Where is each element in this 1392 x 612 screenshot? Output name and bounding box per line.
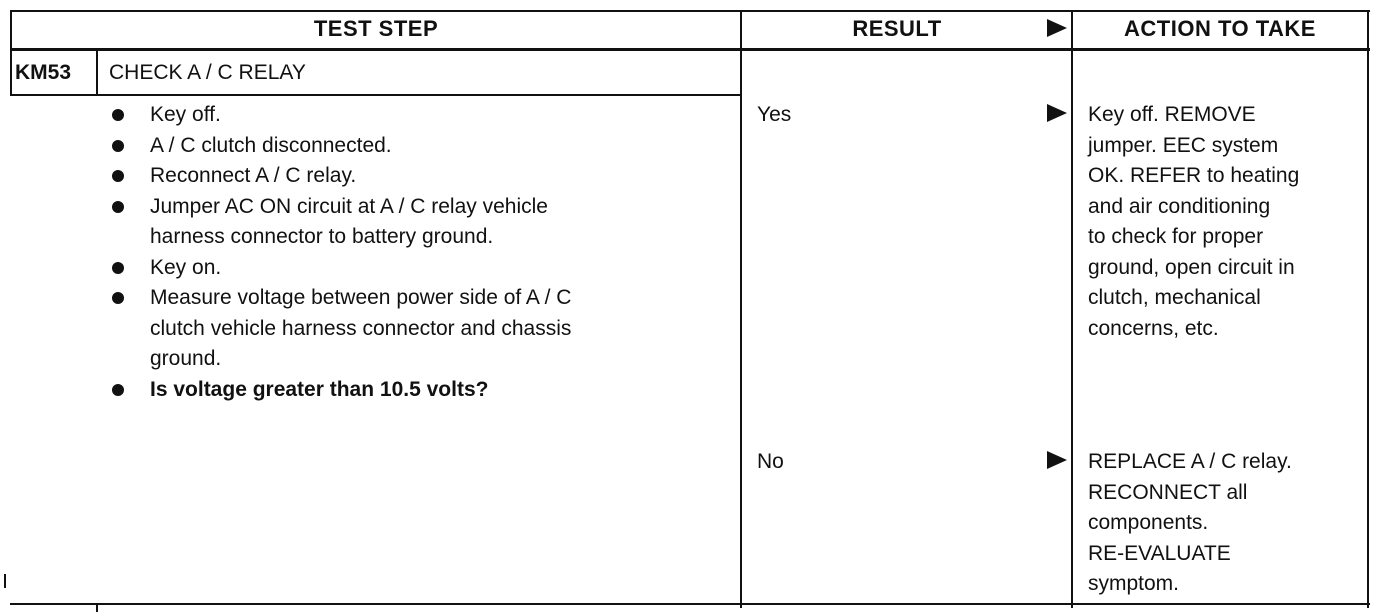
step-bullet-text: clutch vehicle harness connector and chassis (150, 316, 572, 340)
bottom-tick-left (96, 603, 98, 612)
action-text-line: components. (1088, 511, 1209, 534)
action-text-line: concerns, etc. (1088, 316, 1219, 340)
header-bottom-border (10, 48, 1370, 51)
action-text-line: clutch, mechanical (1088, 286, 1261, 309)
column-divider-result-action (1071, 10, 1073, 608)
action-text-line: symptom. (1088, 572, 1180, 595)
header-test-step: TEST STEP (313, 16, 439, 41)
step-bullet-text: Reconnect A / C relay. (150, 164, 357, 187)
bullet-dot-icon (112, 262, 124, 274)
step-title-underline (10, 94, 740, 96)
bullet-dot-icon (112, 109, 124, 121)
result-yes-arrow-icon (1047, 104, 1067, 122)
step-bullet-text: Key on. (150, 255, 222, 279)
bullet-dot-icon (112, 292, 124, 304)
bullet-dot-icon (112, 201, 124, 213)
action-text-line: ground, open circuit in (1088, 255, 1295, 279)
step-bullet-text: ground. (150, 347, 222, 370)
step-bullet-text: harness connector to battery ground. (150, 225, 494, 248)
step-code-divider (96, 48, 98, 95)
column-divider-step-result (740, 10, 742, 608)
header-result: RESULT (852, 16, 942, 41)
bullet-dot-icon (112, 170, 124, 182)
step-title: CHECK A / C RELAY (109, 61, 306, 84)
bullet-dot-icon (112, 384, 124, 396)
table-bottom-border (10, 603, 1370, 605)
table-right-border (1367, 10, 1369, 608)
step-bullet-text: A / C clutch disconnected. (150, 133, 392, 157)
step-code: KM53 (15, 61, 72, 84)
action-text-line: RE-EVALUATE (1088, 541, 1231, 565)
action-text-line: REPLACE A / C relay. (1088, 450, 1292, 473)
step-bullet-text: Is voltage greater than 10.5 volts? (150, 377, 489, 401)
action-text-line: Key off. REMOVE (1088, 103, 1256, 126)
header-action: ACTION TO TAKE (1124, 16, 1316, 41)
step-bullet-text: Jumper AC ON circuit at A / C relay vehicle (150, 194, 548, 218)
header-arrow-icon (1047, 19, 1067, 37)
step-bullet-text: Key off. (150, 103, 221, 126)
action-text-line: and air conditioning (1088, 194, 1271, 218)
result-no-label: No (757, 450, 784, 473)
result-no-arrow-icon (1047, 451, 1067, 469)
action-text-line: OK. REFER to heating (1088, 164, 1300, 187)
action-text-line: to check for proper (1088, 225, 1264, 248)
bullet-dot-icon (112, 140, 124, 152)
action-text-line: RECONNECT all (1088, 480, 1248, 504)
margin-tick (4, 574, 6, 588)
result-yes-label: Yes (757, 103, 792, 126)
step-bullet-text: Measure voltage between power side of A / C (150, 286, 572, 309)
action-text-line: jumper. EEC system (1088, 133, 1279, 157)
